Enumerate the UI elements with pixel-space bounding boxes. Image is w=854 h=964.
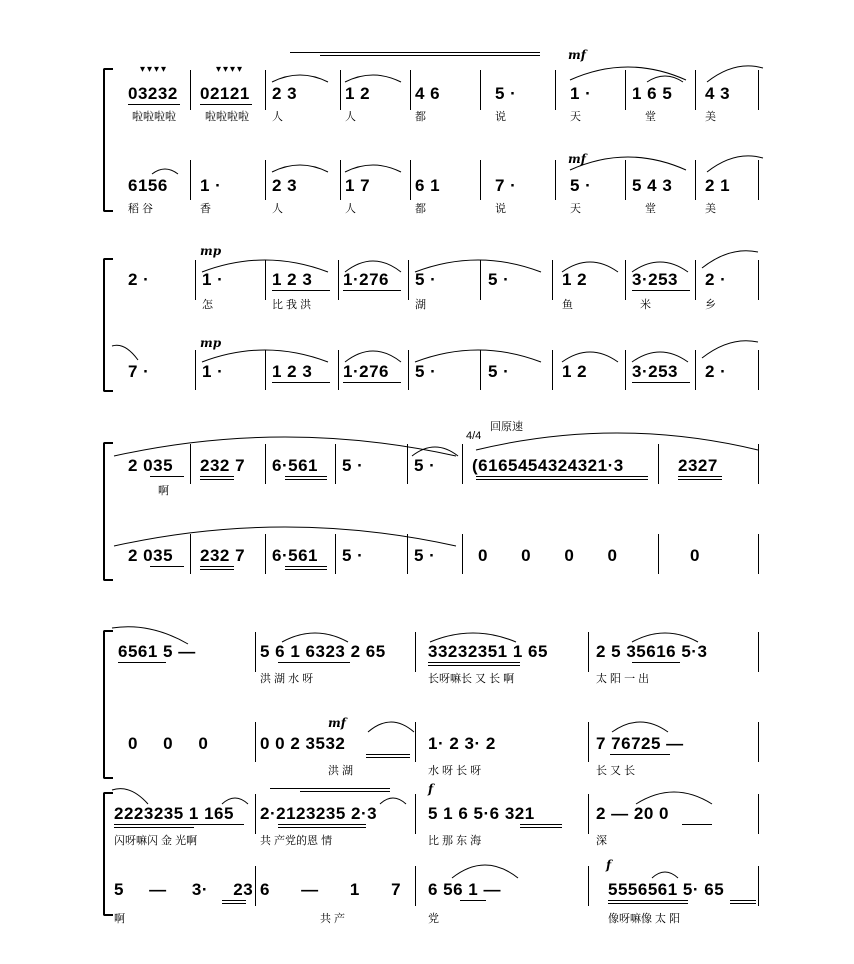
measure: 6·561 xyxy=(272,456,318,475)
measure: 2 035 xyxy=(128,456,174,475)
system-3 xyxy=(0,421,854,580)
measure: 1· 2 3· 2 xyxy=(428,734,496,753)
measure: 0 xyxy=(690,546,700,565)
measure: 1 2 3 xyxy=(272,362,313,381)
lyric: 比 那 东 海 xyxy=(428,835,482,847)
slur xyxy=(630,346,690,364)
tempo-marking: 回原速 xyxy=(490,421,523,433)
measure: 5 · xyxy=(495,84,517,103)
measure: 2·2123235 2·3 xyxy=(260,804,378,823)
measure: 2327 xyxy=(678,456,718,475)
slur xyxy=(220,792,250,806)
slur xyxy=(650,866,680,880)
slur xyxy=(700,340,760,360)
measure: 1 2 xyxy=(562,362,588,381)
slur xyxy=(645,72,685,84)
slur xyxy=(610,716,670,734)
slur xyxy=(634,786,714,806)
measure: 5 — 3· 23 xyxy=(114,880,254,899)
lyric: 堂 xyxy=(645,203,656,215)
measure: 1 2 3 xyxy=(272,270,313,289)
measure: 1·276 xyxy=(343,270,389,289)
slur xyxy=(568,150,688,172)
slur xyxy=(343,70,403,84)
system-4 xyxy=(0,618,854,778)
staff-bottom xyxy=(110,722,760,778)
measure: 6156 xyxy=(128,176,168,195)
lyric: 天 xyxy=(570,111,581,123)
slur xyxy=(110,626,190,646)
hairpin-line xyxy=(300,791,390,792)
measure: 5 · xyxy=(342,456,364,475)
lyric: 啦啦啦啦 xyxy=(132,111,176,123)
slur xyxy=(343,344,403,364)
measure: 5 · xyxy=(415,270,437,289)
meter-marking: 4/4 xyxy=(466,430,482,442)
slur xyxy=(110,526,460,550)
measure: 5556561 5· 65 xyxy=(608,880,725,899)
measure: 5 · xyxy=(414,546,436,565)
dynamic-mf: mf xyxy=(568,48,586,62)
slur xyxy=(270,70,330,84)
hairpin-line xyxy=(270,788,390,789)
measure: 2 · xyxy=(705,362,727,381)
lyric: 水 呀 长 呀 xyxy=(428,765,482,777)
dynamic-mp: mp xyxy=(200,336,222,350)
lyric: 比 我 洪 xyxy=(272,299,312,311)
staff-bottom xyxy=(110,866,760,926)
hairpin-line xyxy=(290,52,540,53)
system-1 xyxy=(0,48,854,215)
staff-top xyxy=(110,444,760,504)
staff-bottom xyxy=(110,160,760,215)
measure: 232 7 xyxy=(200,546,246,565)
lyric: 洪 湖 水 呀 xyxy=(260,673,314,685)
measure: 02121 xyxy=(200,84,250,103)
lyric: 人 xyxy=(272,111,283,123)
measure: 2 — 20 0 xyxy=(596,804,669,823)
measure: 7 · xyxy=(495,176,517,195)
measure: 2223235 1 165 xyxy=(114,804,234,823)
slur xyxy=(450,858,520,880)
measure: 0 0 0 0 xyxy=(478,546,618,565)
slur xyxy=(280,628,350,644)
measure: 1 6 5 xyxy=(632,84,673,103)
measure: 2 5 35616 5·3 xyxy=(596,642,708,661)
lyric: 太 阳 一 出 xyxy=(596,673,650,685)
hairpin-line xyxy=(320,55,540,56)
measure: 4 3 xyxy=(705,84,731,103)
measure: 2 3 xyxy=(272,84,298,103)
measure: 33232351 1 65 xyxy=(428,642,548,661)
slur xyxy=(110,344,140,364)
measure: 5 · xyxy=(570,176,592,195)
slur xyxy=(366,716,416,734)
lyric: 啊 xyxy=(158,485,169,497)
measure: 4 6 xyxy=(415,84,441,103)
measure: (6165454324321·3 xyxy=(472,456,624,475)
slur xyxy=(150,164,180,176)
slur xyxy=(560,256,620,274)
slur xyxy=(560,346,620,364)
lyric: 堂 xyxy=(645,111,656,123)
measure: 6 56 1 — xyxy=(428,880,501,899)
dynamic-mp: mp xyxy=(200,244,222,258)
lyric: 怎 xyxy=(202,299,213,311)
slur xyxy=(110,436,460,460)
slur xyxy=(705,64,765,84)
slur xyxy=(705,154,765,174)
measure: 2 3 xyxy=(272,176,298,195)
staff-top xyxy=(110,632,760,692)
measure: 3·253 xyxy=(632,270,678,289)
measure: 5 · xyxy=(342,546,364,565)
dynamic-f: f xyxy=(428,782,434,796)
measure: 2 035 xyxy=(128,546,174,565)
measure: 1 · xyxy=(570,84,592,103)
system-5 xyxy=(0,780,854,964)
lyric: 人 xyxy=(272,203,283,215)
lyric: 闪呀嘛闪 金 光啊 xyxy=(114,835,198,847)
dynamic-f: f xyxy=(606,858,612,872)
slur xyxy=(428,628,518,644)
measure: 6 — 1 7 xyxy=(260,880,402,899)
lyric: 像呀嘛像 太 阳 xyxy=(608,913,681,925)
slur xyxy=(630,628,700,644)
slur xyxy=(413,344,543,364)
lyric: 稻 谷 xyxy=(128,203,154,215)
measure: 2 · xyxy=(128,270,150,289)
lyric: 米 xyxy=(640,299,651,311)
lyric: 天 xyxy=(570,203,581,215)
lyric: 党 xyxy=(428,913,439,925)
measure: 2 · xyxy=(705,270,727,289)
measure: 7 76725 — xyxy=(596,734,684,753)
lyric: 人 xyxy=(345,111,356,123)
slur xyxy=(343,254,403,274)
dynamic-mf: mf xyxy=(328,716,346,730)
slur xyxy=(270,160,330,174)
measure: 1 · xyxy=(202,362,224,381)
slur xyxy=(378,792,408,806)
measure: 5 · xyxy=(414,456,436,475)
measure: 6561 5 — xyxy=(118,642,196,661)
measure: 5 · xyxy=(488,270,510,289)
lyric: 说 xyxy=(495,111,506,123)
lyric: 人 xyxy=(345,203,356,215)
lyric: 共 产 xyxy=(320,913,346,925)
slur xyxy=(472,430,762,454)
lyric: 乡 xyxy=(705,299,716,311)
measure: 5 4 3 xyxy=(632,176,673,195)
lyric: 长呀嘛长 又 长 啊 xyxy=(428,673,515,685)
staff-top xyxy=(110,260,760,320)
measure: 0 0 2 3532 xyxy=(260,734,346,753)
lyric: 深 xyxy=(596,835,607,847)
measure: 5 1 6 5·6 321 xyxy=(428,804,535,823)
measure: 3·253 xyxy=(632,362,678,381)
lyric: 湖 xyxy=(415,299,426,311)
measure: 1 7 xyxy=(345,176,371,195)
slur xyxy=(343,160,403,174)
measure: 1·276 xyxy=(343,362,389,381)
lyric: 说 xyxy=(495,203,506,215)
measure: 0 0 0 xyxy=(128,734,209,753)
measure: 1 · xyxy=(200,176,222,195)
measure: 5 · xyxy=(488,362,510,381)
slur xyxy=(200,254,330,274)
slur xyxy=(110,788,150,808)
measure: 1 · xyxy=(202,270,224,289)
dynamic-mf: mf xyxy=(568,152,586,166)
lyric: 鱼 xyxy=(562,299,573,311)
measure: 2 1 xyxy=(705,176,731,195)
lyric: 都 xyxy=(415,203,426,215)
measure: 03232 xyxy=(128,84,178,103)
slur xyxy=(700,250,760,270)
measure: 5 · xyxy=(415,362,437,381)
measure: 1 2 xyxy=(562,270,588,289)
system-2 xyxy=(0,244,854,400)
staff-bottom xyxy=(110,350,760,400)
lyric: 洪 湖 xyxy=(328,765,354,777)
lyric: 啦啦啦啦 xyxy=(205,111,249,123)
measure: 7 · xyxy=(128,362,150,381)
staff-top: ▾▾▾▾ ▾▾▾▾ 03232 02121 2 3 1 2 4 6 5 · 1 · 1 6 5 4 3 啦啦啦啦 啦啦啦啦 人 人 都 说 天 堂 美 xyxy=(110,70,760,130)
slur xyxy=(410,440,460,458)
lyric: 美 xyxy=(705,203,716,215)
lyric: 美 xyxy=(705,111,716,123)
measure: 232 7 xyxy=(200,456,246,475)
lyric: 啊 xyxy=(114,913,125,925)
lyric: 长 又 长 xyxy=(596,765,636,777)
measure: 1 2 xyxy=(345,84,371,103)
slur xyxy=(200,344,330,364)
slur xyxy=(630,256,690,274)
staff-top xyxy=(110,794,760,854)
staff-bottom xyxy=(110,534,760,584)
slur xyxy=(413,254,543,274)
measure: 6 1 xyxy=(415,176,441,195)
lyric: 共 产党的恩 情 xyxy=(260,835,333,847)
measure: 5 6 1 6323 2 65 xyxy=(260,642,386,661)
lyric: 都 xyxy=(415,111,426,123)
measure: 6·561 xyxy=(272,546,318,565)
lyric: 香 xyxy=(200,203,211,215)
